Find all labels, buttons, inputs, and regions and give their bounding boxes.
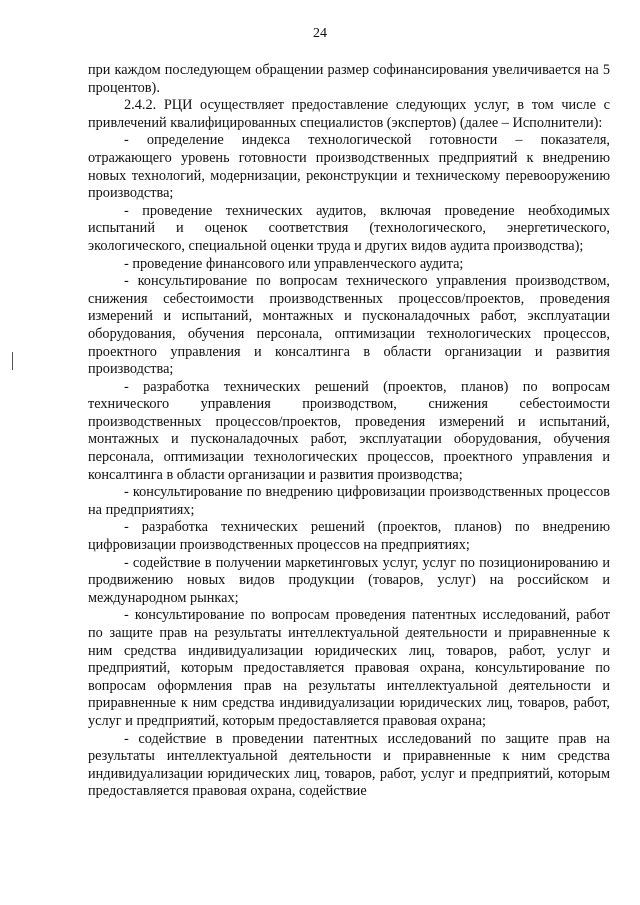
paragraph: - консультирование по вопросам проведения патентных исследований, работ по защите прав на результаты интеллектуальной деятельности и приравненные к ним средства индивидуализации юридических лиц, товаров, работ, услуг и предприятий, которым предоставляется правовая охрана, консультирование по вопросам оформления прав на результаты интеллектуальной деятельности и приравненные к ним средства индивидуализации юридических лиц, товаров, работ, услуг и предприятий, которым предоставляется правовая охрана; <box>88 607 610 729</box>
document-body <box>88 62 610 801</box>
paragraph: при каждом последующем обращении размер софинансирования увеличивается на 5 процентов). <box>88 62 610 96</box>
paragraph: - консультирование по внедрению цифровизации производственных процессов на предприятиях; <box>88 484 610 518</box>
paragraph: 2.4.2. РЦИ осуществляет предоставление следующих услуг, в том числе с привлечений квалифицированных специалистов (экспертов) (далее – Исполнители): <box>88 97 610 131</box>
paragraph: - консультирование по вопросам технического управления производством, снижения себестоимости производственных процессов/проектов, проведения измерений и испытаний, монтажных и пусконаладочных работ, эксплуатации оборудования, обучения персонала, оптимизации технологических процессов, проектного управления и консалтинга в области организации и развития производства; <box>88 273 610 378</box>
paragraph: - содействие в проведении патентных исследований по защите прав на результаты интеллектуальной деятельности и приравненные к ним средства индивидуализации юридических лиц, товаров, работ, услуг и предприятий, которым предоставляется правовая охрана, содействие <box>88 730 610 800</box>
scan-mark <box>12 352 13 370</box>
paragraph: - определение индекса технологической готовности – показателя, отражающего уровень готовности производственных предприятий к внедрению новых технологий, модернизации, реконструкции и техническому перевооружению производства; <box>88 132 610 202</box>
paragraph: - проведение финансового или управленческого аудита; <box>124 255 464 272</box>
page-number: 24 <box>313 26 327 41</box>
paragraph: - содействие в получении маркетинговых услуг, услуг по позиционированию и продвижению новых видов продукции (товаров, услуг) на российском и международном рынках; <box>88 554 610 606</box>
paragraph: - разработка технических решений (проектов, планов) по вопросам технического управления производством, снижения себестоимости производственных процессов/проектов, проведения измерений и испытаний, монтажных и пусконаладочных работ, эксплуатации оборудования, обучения персонала, оптимизации технологических процессов, проектного управления и консалтинга в области организации и развития производства; <box>88 378 610 483</box>
paragraph: - проведение технических аудитов, включая проведение необходимых испытаний и оценок соответствия (технологического, энергетического, экологического, специальной оценки труда и других видов аудита производства); <box>88 202 610 254</box>
paragraph: - разработка технических решений (проектов, планов) по внедрению цифровизации производственных процессов на предприятиях; <box>88 519 610 554</box>
